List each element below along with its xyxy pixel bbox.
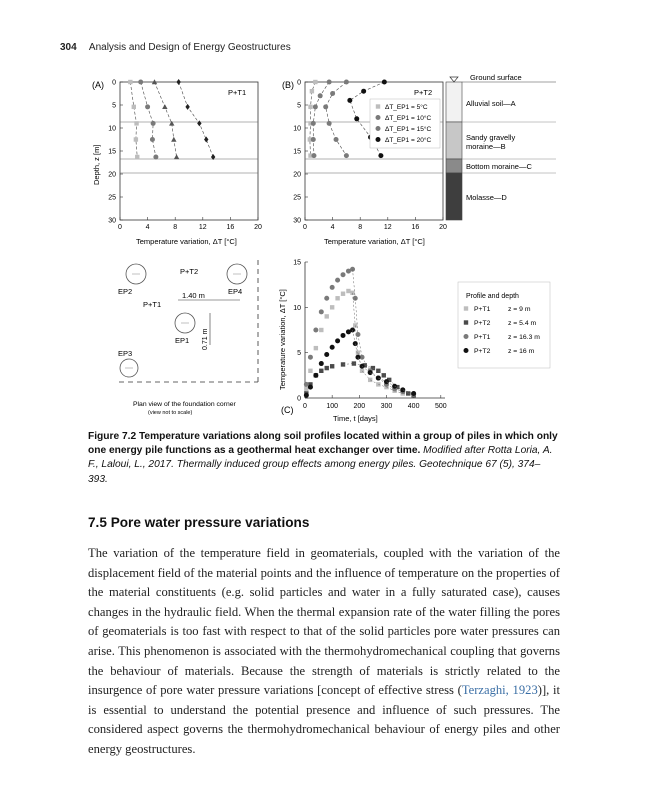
data-point <box>319 361 324 366</box>
legend-depth: z = 5.4 m <box>508 320 537 327</box>
legend-name: P+T2 <box>474 320 491 327</box>
data-point <box>311 153 316 158</box>
legend-name: P+T1 <box>474 334 491 341</box>
ytick-label: 20 <box>108 171 116 179</box>
legend-marker <box>464 320 468 324</box>
ytick-label: 15 <box>293 148 301 156</box>
legend-label: ΔT_EP1 = 20°C <box>385 137 432 144</box>
data-point <box>132 105 136 109</box>
soil-layer-a-label: Alluvial soil—A <box>466 99 516 108</box>
panel-a-xlabel: Temperature variation, ΔT [°C] <box>136 237 237 246</box>
xtick-label: 500 <box>434 403 447 410</box>
panel-a-frame <box>120 82 258 220</box>
ytick-label: 25 <box>108 194 116 202</box>
ytick-label: 0 <box>297 79 301 87</box>
ytick-label: 30 <box>293 217 301 225</box>
panel-b-xlabel: Temperature variation, ΔT [°C] <box>324 237 425 246</box>
data-point <box>174 154 179 159</box>
paragraph-part-2: )], it is essential to understand the potential presence and influence of such pressures. The considered aspect governs the thermohydromechanical behaviour of energy piles and other energy geostructures. <box>88 683 561 756</box>
panel-a-label: (A) <box>92 80 104 90</box>
legend-name: P+T1 <box>474 306 491 313</box>
soil-layer-c <box>446 159 462 173</box>
ytick-label: 15 <box>293 259 301 267</box>
data-point <box>319 309 324 314</box>
series-segment <box>355 298 358 334</box>
data-point <box>150 137 155 142</box>
panel-c-series <box>304 267 416 398</box>
xtick-label: 400 <box>407 403 420 410</box>
panel-a-pile-tag: P+T1 <box>228 88 247 97</box>
legend-label: ΔT_EP1 = 10°C <box>385 115 432 122</box>
data-point <box>335 296 339 300</box>
panel-a-ylabel: Depth, z [m] <box>92 144 101 185</box>
panel-b <box>282 80 447 247</box>
data-point <box>335 278 340 283</box>
citation-link[interactable]: Terzaghi, 1923 <box>461 683 538 698</box>
data-point <box>311 121 316 126</box>
series-line <box>141 82 156 157</box>
data-point <box>330 91 335 96</box>
data-point <box>204 137 208 143</box>
xtick-label: 16 <box>226 224 235 231</box>
xtick-label: 16 <box>411 224 420 231</box>
panel-a-xticks <box>118 217 262 231</box>
plan-note: (view not to scale) <box>148 410 193 416</box>
ytick-label: 10 <box>293 304 301 312</box>
soil-layer-d-label: Molasse—D <box>466 193 507 202</box>
data-point <box>135 155 139 159</box>
data-point <box>314 346 318 350</box>
data-point <box>308 355 313 360</box>
legend-marker <box>376 137 381 142</box>
data-point <box>153 154 158 159</box>
caption-text: Temperature variations along soil profiles located within a group of piles in which only one energy pile functions as a geothermal heat exchanger over time. <box>88 431 558 457</box>
legend-depth: z = 9 m <box>508 306 531 313</box>
data-point <box>197 120 201 126</box>
soil-layer-a <box>446 82 462 122</box>
body-paragraph <box>88 544 560 760</box>
ytick-label: 5 <box>297 102 301 110</box>
xtick-label: 12 <box>198 224 207 231</box>
probe-p-t1-label: P+T1 <box>143 300 162 309</box>
section-title: Pore water pressure variations <box>110 515 310 530</box>
series-line <box>313 82 329 156</box>
caption-label: Figure 7.2 <box>88 431 137 442</box>
legend-marker <box>464 306 468 310</box>
data-point <box>304 393 309 398</box>
page-number: 304 <box>60 42 77 53</box>
data-point <box>176 79 180 85</box>
legend-label: ΔT_EP1 = 5°C <box>385 104 428 111</box>
data-point <box>310 89 314 93</box>
soil-column <box>446 73 556 220</box>
data-point <box>304 387 308 391</box>
xtick-label: 8 <box>173 224 178 231</box>
panel-a-series <box>128 79 215 160</box>
data-point <box>145 104 150 109</box>
series-line <box>155 82 177 157</box>
ytick-label: 20 <box>293 171 301 179</box>
legend-marker <box>376 115 381 120</box>
data-point <box>376 382 380 386</box>
data-point <box>318 93 323 98</box>
legend-label: ΔT_EP1 = 15°C <box>385 126 432 133</box>
data-point <box>313 373 318 378</box>
pile-ep1-label: EP1 <box>175 336 190 345</box>
data-point <box>330 345 335 350</box>
data-point <box>344 80 349 85</box>
data-point <box>151 121 156 126</box>
legend-depth: z = 16.3 m <box>508 334 540 341</box>
panel-b-label: (B) <box>282 80 294 90</box>
ytick-label: 5 <box>112 102 116 110</box>
panel-c-label: (C) <box>281 405 294 415</box>
dim-v-label: 0.71 m <box>202 328 209 350</box>
data-point <box>344 153 349 158</box>
data-point <box>162 104 167 109</box>
data-point <box>171 137 176 142</box>
data-point <box>334 137 339 142</box>
xtick-label: 200 <box>353 403 366 410</box>
data-point <box>411 391 416 396</box>
data-point <box>330 364 334 368</box>
ground-surface-icon <box>450 77 458 82</box>
panel-a-yticks <box>108 80 123 225</box>
data-point <box>330 285 335 290</box>
data-point <box>308 385 313 390</box>
soil-layer-d <box>446 173 462 220</box>
ytick-label: 10 <box>108 125 116 133</box>
legend-marker <box>464 334 469 339</box>
panel-b-pile-tag: P+T2 <box>414 88 433 97</box>
legend-marker <box>464 348 469 353</box>
ytick-label: 15 <box>108 148 116 156</box>
legend-marker <box>376 104 380 108</box>
ytick-label: 10 <box>293 125 301 133</box>
panel-c-yticks <box>293 260 308 403</box>
data-point <box>311 137 316 142</box>
data-point <box>128 80 132 84</box>
data-point <box>382 80 387 85</box>
legend-marker <box>376 126 381 131</box>
paragraph-part-1: The variation of the temperature field in geomaterials, coupled with the variation of the displacement field of the material points and the influence of temperature on the properties of the material constituents (e.g. solid particles and water in a fully saturated case), causes changes in the hydraulic field. When the thermal expansion rate of the water filling the pores of geomaterials is too fast with respect to that of the solid particles pore water pressures can arise. This phenomenon is associated with the thermohydromechanical coupling that governs the behaviour of materials. Because the strength of materials is strictly related to the insurgence of pore water pressure variations [concept of effective stress ( <box>88 546 560 698</box>
series-line <box>130 82 137 157</box>
data-point <box>347 98 352 103</box>
plan-view <box>118 260 258 416</box>
section-heading <box>88 515 309 530</box>
caption-source: Modified after Rotta Loria, A. F., Laloui, L., 2017. Thermally induced group effects among energy piles. Geotechnique 67 (5), 374–393. <box>88 445 553 485</box>
panel-c-xticks <box>303 395 447 410</box>
dim-h-label: 1.40 m <box>182 291 205 300</box>
figure-caption <box>88 430 558 487</box>
soil-layer-b <box>446 122 462 159</box>
data-point <box>341 292 345 296</box>
plan-caption: Plan view of the foundation corner <box>133 401 236 408</box>
xtick-label: 12 <box>383 224 392 231</box>
panel-c-ylabel: Temperature variation, ΔT [°C] <box>278 289 287 390</box>
xtick-label: 0 <box>303 224 307 231</box>
ytick-label: 5 <box>297 350 301 358</box>
xtick-label: 100 <box>326 403 339 410</box>
panel-c-xlabel: Time, t [days] <box>333 414 378 423</box>
xtick-label: 20 <box>439 224 447 231</box>
data-point <box>319 369 323 373</box>
probe-p-t2-label: P+T2 <box>180 267 199 276</box>
data-point <box>335 338 340 343</box>
ytick-label: 30 <box>108 217 116 225</box>
ytick-label: 25 <box>293 194 301 202</box>
data-point <box>341 333 346 338</box>
xtick-label: 300 <box>380 403 393 410</box>
ytick-label: 0 <box>297 395 301 403</box>
xtick-label: 0 <box>303 403 307 410</box>
soil-layer-c-label: Bottom moraine—C <box>466 162 532 171</box>
data-point <box>346 289 350 293</box>
data-point <box>308 105 312 109</box>
xtick-label: 4 <box>330 224 335 231</box>
data-point <box>361 89 366 94</box>
pile-ep2-label: EP2 <box>118 287 133 296</box>
data-point <box>324 352 329 357</box>
data-point <box>134 137 138 141</box>
data-point <box>330 305 334 309</box>
panel-c-legend-title: Profile and depth <box>466 293 519 300</box>
panel-b-yticks <box>293 80 308 225</box>
panel-c <box>278 260 550 424</box>
legend-name: P+T2 <box>474 348 491 355</box>
data-point <box>138 80 143 85</box>
data-point <box>324 296 329 301</box>
data-point <box>354 116 359 121</box>
xtick-label: 4 <box>145 224 150 231</box>
data-point <box>341 272 346 277</box>
data-point <box>313 328 318 333</box>
pile-ep4-label: EP4 <box>228 287 243 296</box>
data-point <box>313 104 318 109</box>
xtick-label: 20 <box>254 224 262 231</box>
data-point <box>382 373 386 377</box>
data-point <box>169 121 174 126</box>
pile-ep3-label: EP3 <box>118 349 133 358</box>
soil-ground-surface: Ground surface <box>470 73 522 82</box>
section-number: 7.5 <box>88 515 107 530</box>
data-point <box>376 369 380 373</box>
panel-c-legend <box>464 306 541 355</box>
series-segment <box>355 325 358 352</box>
ytick-label: 0 <box>112 79 116 87</box>
series-line <box>179 82 214 157</box>
soil-layer-b-label: Sandy gravelly moraine—B <box>466 133 516 151</box>
data-point <box>185 104 189 110</box>
running-title: Analysis and Design of Energy Geostructures <box>88 42 291 53</box>
legend-depth: z = 16 m <box>508 348 535 355</box>
data-point <box>308 369 312 373</box>
xtick-label: 0 <box>118 224 122 231</box>
panel-b-xticks <box>303 217 447 231</box>
data-point <box>325 314 329 318</box>
data-point <box>378 153 383 158</box>
data-point <box>325 366 329 370</box>
xtick-label: 8 <box>358 224 363 231</box>
data-point <box>323 104 328 109</box>
data-point <box>327 121 332 126</box>
panel-a <box>92 79 262 246</box>
data-point <box>319 328 323 332</box>
data-point <box>134 121 138 125</box>
data-point <box>304 382 309 387</box>
series-line <box>326 82 347 156</box>
data-point <box>327 80 332 85</box>
data-point <box>313 80 317 84</box>
